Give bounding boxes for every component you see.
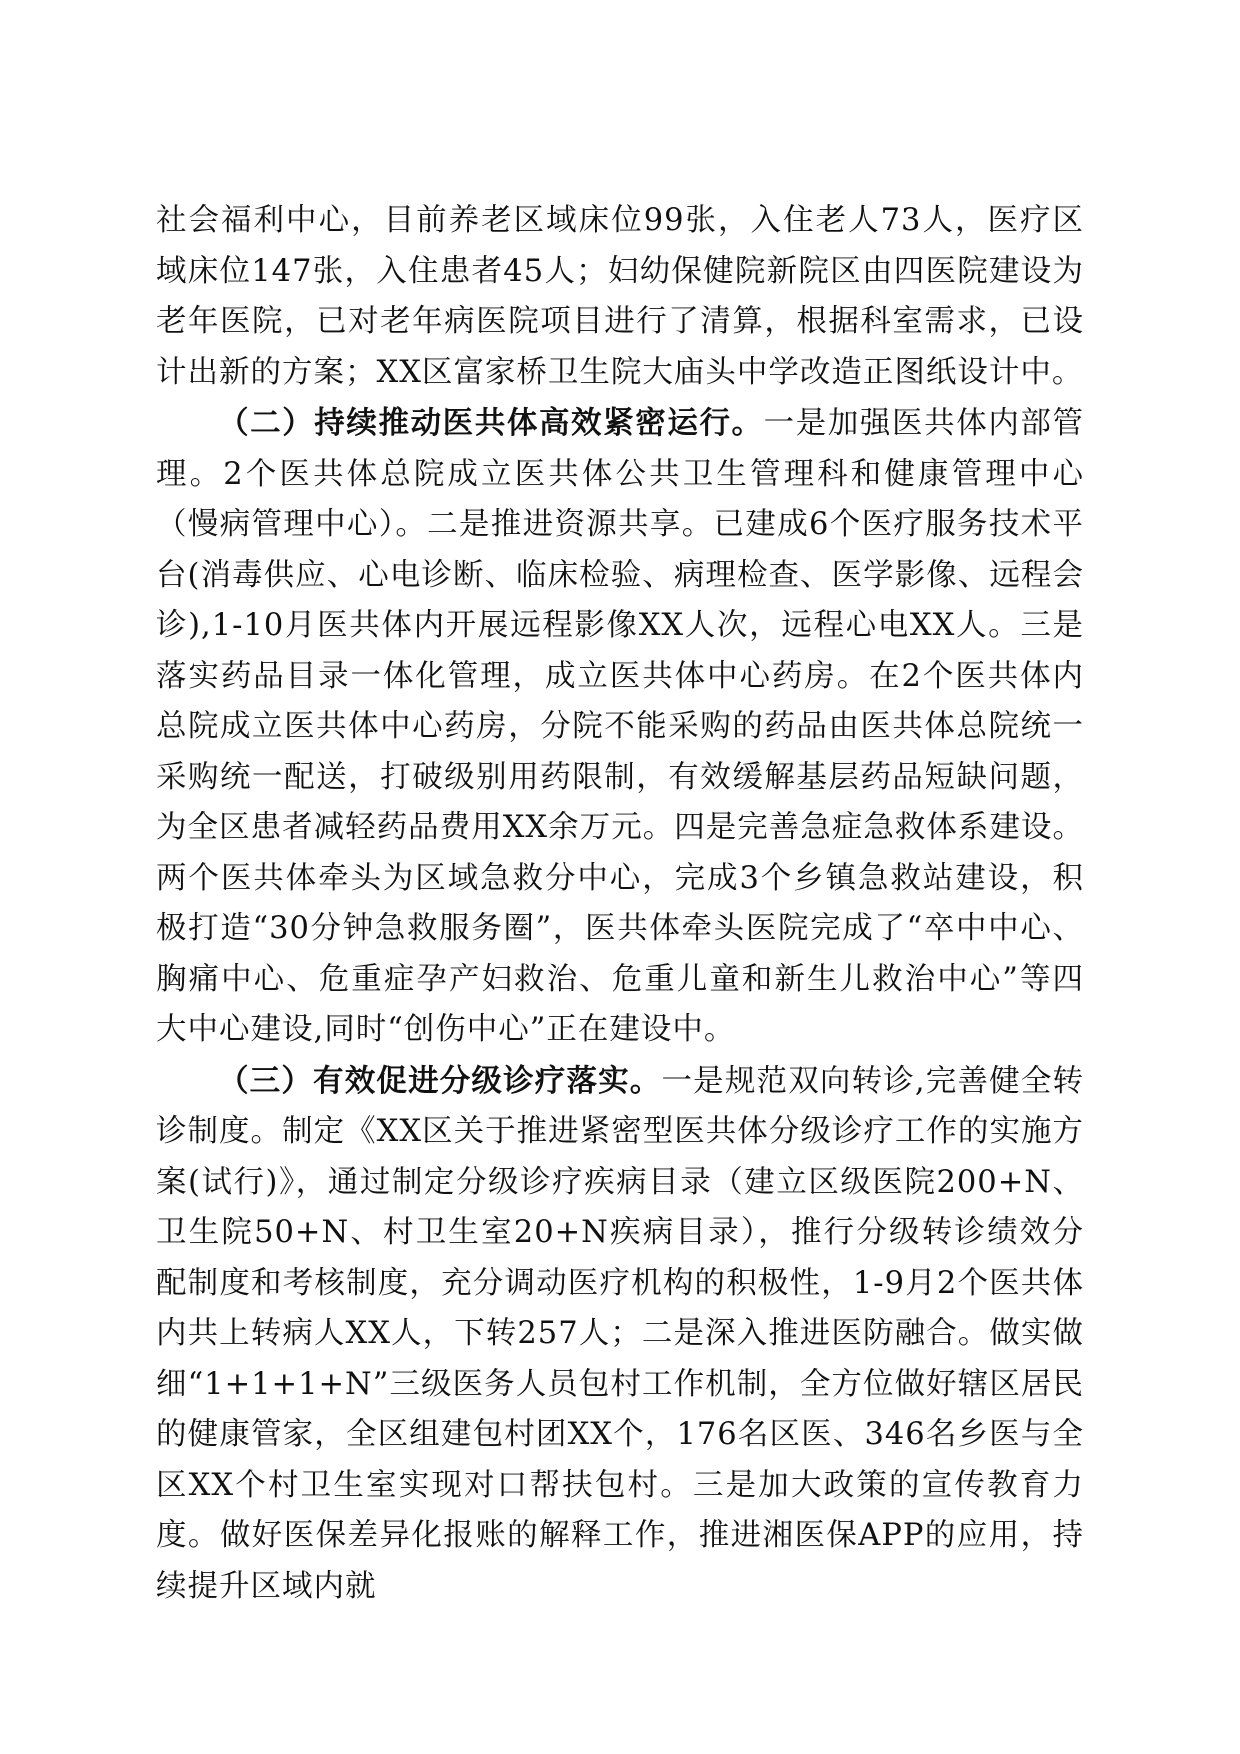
paragraph-2-body: 一是加强医共体内部管理。2个医共体总院成立医共体公共卫生管理科和健康管理中心（慢病管理中心）。二是推进资源共享。已建成6个医疗服务技术平台(消毒供应、心电诊断、临床检验、病理检查、医学影像、远程会诊),1-10月医共体内开展远程影像XX人次，远程心电XX人。三是落实药品目录一体化管理，成立医共体中心药房。在2个医共体内总院成立医共体中心药房，分院不能采购的药品由医共体总院统一采购统一配送，打破级别用药限制，有效缓解基层药品短缺问题，为全区患者减轻药品费用XX余万元。四是完善急症急救体系建设。两个医共体牵头为区域急救分中心，完成3个乡镇急救站建设，积极打造“30分钟急救服务圈”，医共体牵头医院完成了“卒中中心、胸痛中心、危重症孕产妇救治、危重儿童和新生儿救治中心”等四大中心建设,同时“创伤中心”正在建设中。 bbox=[156, 406, 1085, 1047]
paragraph-2 bbox=[156, 398, 1084, 1056]
paragraph-1-body: 社会福利中心，目前养老区域床位99张，入住老人73人，医疗区域床位147张，入住患者45人；妇幼保健院新院区由四医院建设为老年医院，已对老年病医院项目进行了清算，根据科室需求，已设计出新的方案；XX区富家桥卫生院大庙头中学改造正图纸设计中。 bbox=[156, 203, 1084, 390]
paragraph-3 bbox=[156, 1056, 1084, 1613]
paragraph-1 bbox=[156, 196, 1084, 398]
document-page bbox=[156, 196, 1084, 1612]
section-heading-3: （三）有效促进分级诊疗落实。 bbox=[218, 1062, 662, 1099]
section-heading-2: （二）持续推动医共体高效紧密运行。 bbox=[218, 405, 764, 441]
paragraph-3-body: 一是规范双向转诊,完善健全转诊制度。制定《XX区关于推进紧密型医共体分级诊疗工作的实施方案(试行)》，通过制定分级诊疗疾病目录（建立区级医院200+N、卫生院50+N、村卫生室20+N疾病目录），推行分级转诊绩效分配制度和考核制度，充分调动医疗机构的积极性，1-9月2个医共体内共上转病人XX人，下转257人；二是深入推进医防融合。做实做细“1+1+1+N”三级医务人员包村工作机制，全方位做好辖区居民的健康管家，全区组建包村团XX个，176名区医、346名乡医与全区XX个村卫生室实现对口帮扶包村。三是加大政策的宣传教育力度。做好医保差异化报账的解释工作，推进湘医保APP的应用，持续提升区域内就 bbox=[156, 1063, 1085, 1604]
